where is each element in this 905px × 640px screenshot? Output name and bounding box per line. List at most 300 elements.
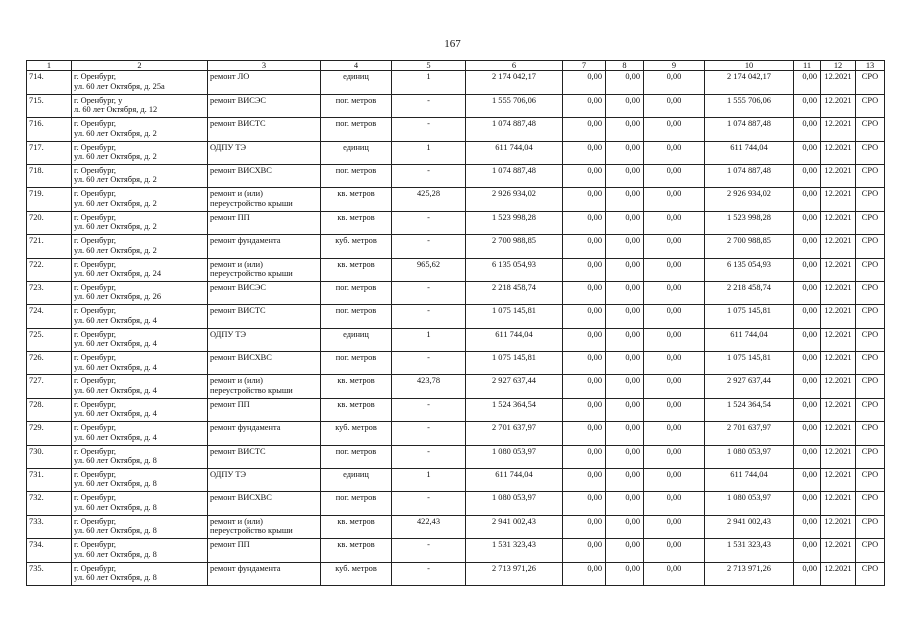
row-number-cell: 715. [27, 94, 72, 117]
address-line: ул. 60 лет Октября, д. 4 [74, 432, 157, 442]
address-line: ул. 60 лет Октября, д. 8 [74, 526, 157, 536]
work-type-line: ремонт фундамента [210, 236, 281, 246]
value-cell-col7: 0,00 [563, 118, 606, 141]
address-cell [72, 328, 208, 351]
unit-cell: пог. метров [321, 94, 392, 117]
value-cell-col8: 0,00 [606, 164, 644, 187]
value-cell-col8: 0,00 [606, 211, 644, 234]
work-type-cell [208, 305, 321, 328]
value-cell-col10: 2 700 988,85 [705, 235, 794, 258]
value-cell-col10: 2 713 971,26 [705, 562, 794, 585]
value-cell-col10: 1 523 998,28 [705, 211, 794, 234]
address-line: г. Оренбург, [74, 212, 117, 222]
address-line: ул. 60 лет Октября, д. 2 [74, 151, 157, 161]
unit-cell: куб. метров [321, 235, 392, 258]
value-cell-col11: 0,00 [794, 398, 821, 421]
table-row [27, 235, 885, 258]
value-cell-col7: 0,00 [563, 328, 606, 351]
date-cell: 12.2021 [821, 118, 856, 141]
value-cell-col11: 0,00 [794, 164, 821, 187]
address-cell [72, 375, 208, 398]
address-line: г. Оренбург, [74, 563, 117, 573]
value-cell-col11: 0,00 [794, 422, 821, 445]
unit-cell: кв. метров [321, 258, 392, 281]
value-cell-col11: 0,00 [794, 235, 821, 258]
work-type-cell [208, 141, 321, 164]
work-type-line: ремонт фундамента [210, 423, 281, 433]
work-type-line: ОДПУ ТЭ [210, 470, 247, 480]
unit-cell: пог. метров [321, 281, 392, 304]
address-line: г. Оренбург, [74, 446, 117, 456]
quantity-cell: - [392, 211, 466, 234]
source-cell: СРО [856, 258, 885, 281]
date-cell: 12.2021 [821, 328, 856, 351]
work-type-cell [208, 258, 321, 281]
value-cell-col8: 0,00 [606, 71, 644, 94]
column-header: 6 [466, 61, 563, 71]
address-line: ул. 60 лет Октября, д. 8 [74, 549, 157, 559]
value-cell-col9: 0,00 [644, 94, 705, 117]
address-cell [72, 539, 208, 562]
unit-cell: единиц [321, 469, 392, 492]
source-cell: СРО [856, 71, 885, 94]
value-cell-col10: 1 074 887,48 [705, 118, 794, 141]
date-cell: 12.2021 [821, 492, 856, 515]
date-cell: 12.2021 [821, 188, 856, 211]
work-type-line: ремонт ВИСЭС [210, 282, 266, 292]
work-type-cell [208, 352, 321, 375]
table-row [27, 211, 885, 234]
table-row [27, 71, 885, 94]
value-cell-col9: 0,00 [644, 281, 705, 304]
total-cost-cell: 1 523 998,28 [466, 211, 563, 234]
date-cell: 12.2021 [821, 398, 856, 421]
quantity-cell: 423,78 [392, 375, 466, 398]
value-cell-col11: 0,00 [794, 352, 821, 375]
value-cell-col7: 0,00 [563, 71, 606, 94]
source-cell: СРО [856, 235, 885, 258]
work-type-line: ремонт ВИСТС [210, 306, 266, 316]
work-type-line: ремонт ВИСТС [210, 119, 266, 129]
value-cell-col8: 0,00 [606, 94, 644, 117]
unit-cell: кв. метров [321, 398, 392, 421]
table-row [27, 118, 885, 141]
address-line: г. Оренбург, [74, 493, 117, 503]
value-cell-col9: 0,00 [644, 398, 705, 421]
address-cell [72, 71, 208, 94]
work-type-line: ремонт и (или) [210, 376, 263, 386]
value-cell-col11: 0,00 [794, 445, 821, 468]
value-cell-col9: 0,00 [644, 469, 705, 492]
value-cell-col10: 2 927 637,44 [705, 375, 794, 398]
value-cell-col11: 0,00 [794, 375, 821, 398]
address-line: г. Оренбург, [74, 142, 117, 152]
value-cell-col10: 1 555 706,06 [705, 94, 794, 117]
work-type-cell [208, 235, 321, 258]
value-cell-col9: 0,00 [644, 375, 705, 398]
table-row [27, 375, 885, 398]
total-cost-cell: 1 531 323,43 [466, 539, 563, 562]
address-line: г. Оренбург, [74, 165, 117, 175]
row-number-cell: 724. [27, 305, 72, 328]
address-line: ул. 60 лет Октября, д. 2 [74, 128, 157, 138]
value-cell-col7: 0,00 [563, 539, 606, 562]
value-cell-col8: 0,00 [606, 492, 644, 515]
column-header: 3 [208, 61, 321, 71]
work-type-cell [208, 118, 321, 141]
table-row [27, 539, 885, 562]
total-cost-cell: 2 701 637,97 [466, 422, 563, 445]
address-cell [72, 258, 208, 281]
date-cell: 12.2021 [821, 94, 856, 117]
address-line: ул. 60 лет Октября, д. 2 [74, 198, 157, 208]
value-cell-col9: 0,00 [644, 422, 705, 445]
work-type-cell [208, 94, 321, 117]
address-cell [72, 492, 208, 515]
address-cell [72, 188, 208, 211]
work-type-line: ремонт ЛО [210, 72, 250, 82]
column-header: 7 [563, 61, 606, 71]
source-cell: СРО [856, 398, 885, 421]
address-line: ул. 60 лет Октября, д. 4 [74, 409, 157, 419]
total-cost-cell: 2 927 637,44 [466, 375, 563, 398]
date-cell: 12.2021 [821, 562, 856, 585]
date-cell: 12.2021 [821, 305, 856, 328]
total-cost-cell: 2 218 458,74 [466, 281, 563, 304]
address-line: г. Оренбург, [74, 540, 117, 550]
value-cell-col7: 0,00 [563, 281, 606, 304]
value-cell-col8: 0,00 [606, 562, 644, 585]
value-cell-col9: 0,00 [644, 492, 705, 515]
address-line: г. Оренбург, [74, 470, 117, 480]
work-type-line: ремонт ВИСХВС [210, 493, 272, 503]
source-cell: СРО [856, 211, 885, 234]
column-header: 9 [644, 61, 705, 71]
value-cell-col11: 0,00 [794, 118, 821, 141]
table-row [27, 328, 885, 351]
value-cell-col8: 0,00 [606, 422, 644, 445]
row-number-cell: 726. [27, 352, 72, 375]
value-cell-col10: 611 744,04 [705, 328, 794, 351]
value-cell-col10: 1 074 887,48 [705, 164, 794, 187]
quantity-cell: - [392, 164, 466, 187]
value-cell-col9: 0,00 [644, 515, 705, 538]
address-line: г. Оренбург, [74, 282, 117, 292]
unit-cell: кв. метров [321, 515, 392, 538]
address-cell [72, 422, 208, 445]
address-line: ул. 60 лет Октября, д. 4 [74, 362, 157, 372]
total-cost-cell: 1 080 053,97 [466, 445, 563, 468]
work-type-line: ремонт ВИСХВС [210, 165, 272, 175]
address-line: г. Оренбург, [74, 376, 117, 386]
date-cell: 12.2021 [821, 164, 856, 187]
value-cell-col9: 0,00 [644, 305, 705, 328]
total-cost-cell: 2 713 971,26 [466, 562, 563, 585]
address-line: г. Оренбург, [74, 399, 117, 409]
table-row [27, 258, 885, 281]
date-cell: 12.2021 [821, 211, 856, 234]
row-number-cell: 734. [27, 539, 72, 562]
work-type-cell [208, 375, 321, 398]
date-cell: 12.2021 [821, 352, 856, 375]
total-cost-cell: 2 700 988,85 [466, 235, 563, 258]
address-line: ул. 60 лет Октября, д. 24 [74, 268, 162, 278]
value-cell-col10: 1 524 364,54 [705, 398, 794, 421]
value-cell-col9: 0,00 [644, 539, 705, 562]
work-type-cell [208, 539, 321, 562]
address-line: ул. 60 лет Октября, д. 2 [74, 222, 157, 232]
value-cell-col11: 0,00 [794, 71, 821, 94]
total-cost-cell: 1 074 887,48 [466, 118, 563, 141]
address-cell [72, 562, 208, 585]
total-cost-cell: 1 075 145,81 [466, 305, 563, 328]
quantity-cell: - [392, 539, 466, 562]
column-header: 8 [606, 61, 644, 71]
unit-cell: пог. метров [321, 445, 392, 468]
value-cell-col8: 0,00 [606, 141, 644, 164]
work-type-line: переустройство крыши [210, 198, 293, 208]
value-cell-col7: 0,00 [563, 164, 606, 187]
value-cell-col9: 0,00 [644, 235, 705, 258]
source-cell: СРО [856, 492, 885, 515]
total-cost-cell: 611 744,04 [466, 328, 563, 351]
date-cell: 12.2021 [821, 539, 856, 562]
table-row [27, 164, 885, 187]
total-cost-cell: 1 074 887,48 [466, 164, 563, 187]
source-cell: СРО [856, 422, 885, 445]
value-cell-col11: 0,00 [794, 211, 821, 234]
work-type-cell [208, 492, 321, 515]
value-cell-col7: 0,00 [563, 305, 606, 328]
work-type-line: ремонт и (или) [210, 189, 263, 199]
source-cell: СРО [856, 445, 885, 468]
value-cell-col11: 0,00 [794, 515, 821, 538]
table-row [27, 281, 885, 304]
address-cell [72, 469, 208, 492]
source-cell: СРО [856, 352, 885, 375]
quantity-cell: - [392, 118, 466, 141]
table-row [27, 305, 885, 328]
row-number-cell: 716. [27, 118, 72, 141]
source-cell: СРО [856, 118, 885, 141]
address-cell [72, 352, 208, 375]
date-cell: 12.2021 [821, 258, 856, 281]
quantity-cell: - [392, 281, 466, 304]
value-cell-col11: 0,00 [794, 305, 821, 328]
work-type-line: переустройство крыши [210, 268, 293, 278]
value-cell-col8: 0,00 [606, 539, 644, 562]
table-row [27, 492, 885, 515]
source-cell: СРО [856, 164, 885, 187]
total-cost-cell: 611 744,04 [466, 141, 563, 164]
address-cell [72, 94, 208, 117]
column-header: 4 [321, 61, 392, 71]
source-cell: СРО [856, 305, 885, 328]
column-header: 13 [856, 61, 885, 71]
table-row [27, 188, 885, 211]
work-type-cell [208, 211, 321, 234]
value-cell-col11: 0,00 [794, 328, 821, 351]
address-line: ул. 60 лет Октября, д. 2 [74, 175, 157, 185]
table-row [27, 422, 885, 445]
column-number-row [27, 61, 885, 71]
quantity-cell: - [392, 445, 466, 468]
address-line: г. Оренбург, [74, 353, 117, 363]
quantity-cell: 965,62 [392, 258, 466, 281]
total-cost-cell: 6 135 054,93 [466, 258, 563, 281]
column-header: 10 [705, 61, 794, 71]
work-type-line: ОДПУ ТЭ [210, 329, 247, 339]
total-cost-cell: 1 080 053,97 [466, 492, 563, 515]
value-cell-col7: 0,00 [563, 469, 606, 492]
source-cell: СРО [856, 328, 885, 351]
source-cell: СРО [856, 515, 885, 538]
value-cell-col8: 0,00 [606, 188, 644, 211]
address-cell [72, 211, 208, 234]
quantity-cell: - [392, 562, 466, 585]
work-type-line: ремонт ПП [210, 399, 250, 409]
value-cell-col9: 0,00 [644, 352, 705, 375]
value-cell-col8: 0,00 [606, 515, 644, 538]
column-header: 12 [821, 61, 856, 71]
table-row [27, 141, 885, 164]
quantity-cell: - [392, 94, 466, 117]
work-type-line: ОДПУ ТЭ [210, 142, 247, 152]
address-line: ул. 60 лет Октября, д. 8 [74, 502, 157, 512]
table-row [27, 445, 885, 468]
row-number-cell: 729. [27, 422, 72, 445]
value-cell-col7: 0,00 [563, 445, 606, 468]
value-cell-col9: 0,00 [644, 188, 705, 211]
total-cost-cell: 1 555 706,06 [466, 94, 563, 117]
row-number-cell: 732. [27, 492, 72, 515]
value-cell-col11: 0,00 [794, 492, 821, 515]
value-cell-col11: 0,00 [794, 539, 821, 562]
address-cell [72, 445, 208, 468]
work-type-cell [208, 515, 321, 538]
value-cell-col7: 0,00 [563, 188, 606, 211]
value-cell-col10: 1 075 145,81 [705, 305, 794, 328]
value-cell-col8: 0,00 [606, 469, 644, 492]
value-cell-col7: 0,00 [563, 235, 606, 258]
address-cell [72, 281, 208, 304]
quantity-cell: 1 [392, 141, 466, 164]
value-cell-col8: 0,00 [606, 235, 644, 258]
address-line: ул. 60 лет Октября, д. 8 [74, 456, 157, 466]
address-line: г. Оренбург, [74, 423, 117, 433]
address-line: г. Оренбург, [74, 72, 117, 82]
address-cell [72, 141, 208, 164]
value-cell-col11: 0,00 [794, 469, 821, 492]
work-type-line: ремонт и (или) [210, 516, 263, 526]
date-cell: 12.2021 [821, 71, 856, 94]
table-row [27, 352, 885, 375]
value-cell-col11: 0,00 [794, 258, 821, 281]
value-cell-col10: 6 135 054,93 [705, 258, 794, 281]
row-number-cell: 718. [27, 164, 72, 187]
value-cell-col10: 611 744,04 [705, 469, 794, 492]
table-row [27, 469, 885, 492]
unit-cell: единиц [321, 328, 392, 351]
work-type-cell [208, 422, 321, 445]
address-line: ул. 60 лет Октября, д. 8 [74, 573, 157, 583]
work-type-cell [208, 328, 321, 351]
value-cell-col7: 0,00 [563, 422, 606, 445]
address-cell [72, 235, 208, 258]
value-cell-col11: 0,00 [794, 141, 821, 164]
value-cell-col7: 0,00 [563, 562, 606, 585]
row-number-cell: 719. [27, 188, 72, 211]
address-line: ул. 60 лет Октября, д. 25а [74, 81, 165, 91]
unit-cell: пог. метров [321, 305, 392, 328]
value-cell-col8: 0,00 [606, 305, 644, 328]
unit-cell: кв. метров [321, 211, 392, 234]
address-line: ул. 60 лет Октября, д. 4 [74, 339, 157, 349]
work-type-line: ремонт и (или) [210, 259, 263, 269]
address-cell [72, 118, 208, 141]
quantity-cell: - [392, 422, 466, 445]
address-cell [72, 515, 208, 538]
value-cell-col8: 0,00 [606, 445, 644, 468]
table-body [27, 71, 885, 586]
address-line: ул. 60 лет Октября, д. 2 [74, 245, 157, 255]
address-line: г. Оренбург, [74, 119, 117, 129]
address-line: ул. 60 лет Октября, д. 26 [74, 292, 162, 302]
work-type-cell [208, 281, 321, 304]
value-cell-col7: 0,00 [563, 94, 606, 117]
unit-cell: кв. метров [321, 188, 392, 211]
date-cell: 12.2021 [821, 515, 856, 538]
column-header: 2 [72, 61, 208, 71]
value-cell-col9: 0,00 [644, 562, 705, 585]
value-cell-col8: 0,00 [606, 328, 644, 351]
work-type-line: переустройство крыши [210, 385, 293, 395]
row-number-cell: 721. [27, 235, 72, 258]
value-cell-col9: 0,00 [644, 118, 705, 141]
value-cell-col8: 0,00 [606, 398, 644, 421]
value-cell-col9: 0,00 [644, 164, 705, 187]
work-type-line: ремонт ВИСЭС [210, 95, 266, 105]
value-cell-col9: 0,00 [644, 141, 705, 164]
table-row [27, 515, 885, 538]
unit-cell: единиц [321, 141, 392, 164]
address-line: г. Оренбург, [74, 189, 117, 199]
source-cell: СРО [856, 562, 885, 585]
value-cell-col10: 2 926 934,02 [705, 188, 794, 211]
work-type-line: ремонт ВИСХВС [210, 353, 272, 363]
value-cell-col7: 0,00 [563, 398, 606, 421]
quantity-cell: 425,28 [392, 188, 466, 211]
work-type-cell [208, 469, 321, 492]
total-cost-cell: 2 926 934,02 [466, 188, 563, 211]
row-number-cell: 735. [27, 562, 72, 585]
address-cell [72, 398, 208, 421]
table-row [27, 398, 885, 421]
value-cell-col10: 1 531 323,43 [705, 539, 794, 562]
address-line: ул. 60 лет Октября, д. 4 [74, 385, 157, 395]
unit-cell: пог. метров [321, 492, 392, 515]
row-number-cell: 725. [27, 328, 72, 351]
row-number-cell: 730. [27, 445, 72, 468]
quantity-cell: - [392, 492, 466, 515]
quantity-cell: 1 [392, 328, 466, 351]
date-cell: 12.2021 [821, 445, 856, 468]
value-cell-col8: 0,00 [606, 352, 644, 375]
unit-cell: пог. метров [321, 164, 392, 187]
total-cost-cell: 611 744,04 [466, 469, 563, 492]
value-cell-col10: 2 941 002,43 [705, 515, 794, 538]
work-type-cell [208, 164, 321, 187]
